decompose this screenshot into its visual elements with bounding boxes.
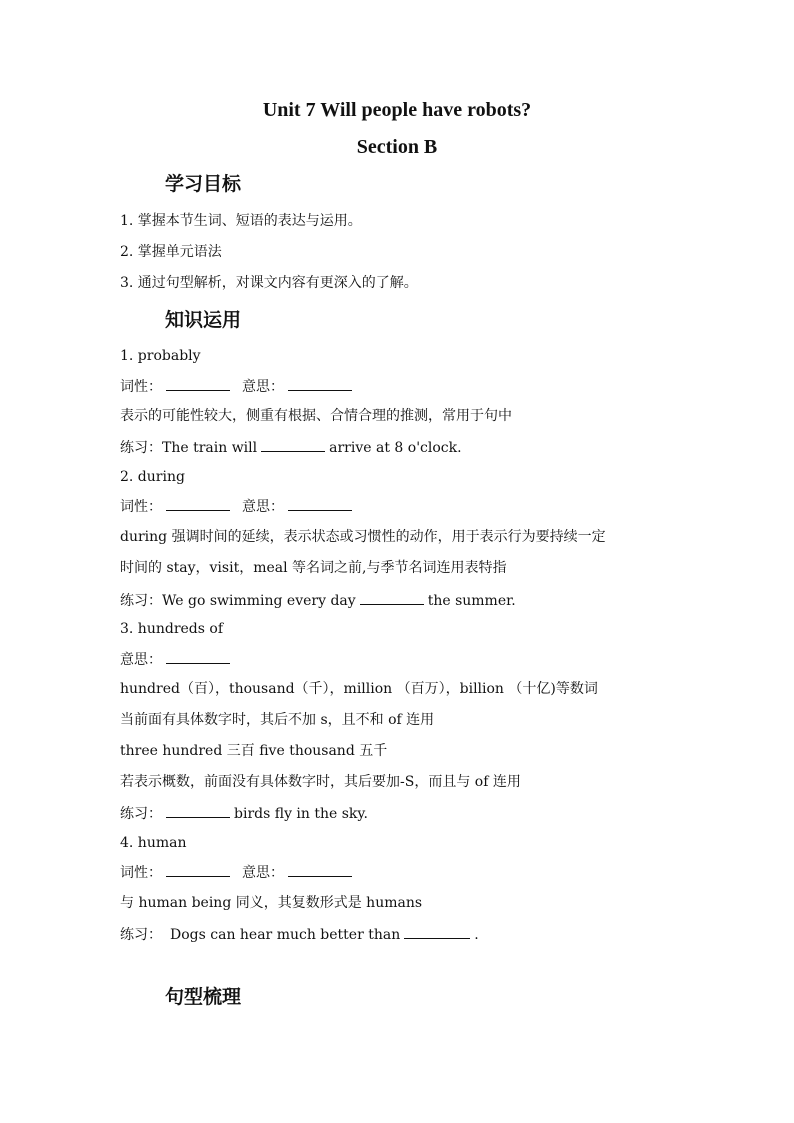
blank-line[interactable] [261,437,325,452]
item-human-practice [120,924,479,945]
practice-text: We go swimming every day [162,593,356,609]
item-human-pos-meaning [120,862,356,883]
practice-text: arrive at 8 o'clock. [329,440,462,456]
item-hundreds-note-3: three hundred 三百 five thousand 五千 [120,743,388,759]
item-during-title: 2. during [120,469,185,485]
item-hundreds-note-4: 若表示概数，前面没有具体数字时，其后要加-S，而且与 of 连用 [120,774,521,790]
item-human-note: 与 human being 同义，其复数形式是 humans [120,895,423,911]
meaning-label: 意思： [120,652,162,668]
meaning-label: 意思： [242,865,284,881]
pos-label: 词性： [120,865,162,881]
item-probably-note: 表示的可能性较大，侧重有根据、合情合理的推测，常用于句中 [120,408,512,424]
item-hundreds-title: 3. hundreds of [120,621,224,637]
practice-label: 练习： [120,440,162,456]
blank-line[interactable] [288,862,352,877]
item-probably-title: 1. probably [120,348,201,364]
item-probably-practice [120,437,462,458]
practice-label: 练习： [120,593,162,609]
item-human-title: 4. human [120,835,187,851]
page-subtitle: Section B [356,136,438,158]
meaning-label: 意思： [242,379,284,395]
heading-knowledge: 知识运用 [165,309,242,331]
heading-sentences: 句型梳理 [165,986,242,1008]
goal-item-2: 2. 掌握单元语法 [120,244,222,260]
blank-line[interactable] [404,924,470,939]
practice-label: 练习： [120,806,162,822]
blank-line[interactable] [288,496,352,511]
page-title: Unit 7 Will people have robots? [262,99,532,121]
blank-line[interactable] [166,376,230,391]
item-during-pos-meaning [120,496,356,517]
practice-label: 练习： [120,927,162,943]
item-during-practice [120,590,516,611]
item-hundreds-note-1: hundred（百），thousand（千），million （百万），billion （十亿)等数词 [120,681,598,697]
practice-text: The train will [162,440,258,456]
practice-text: birds fly in the sky. [234,806,368,822]
practice-text: Dogs can hear much better than [170,927,401,943]
pos-label: 词性： [120,499,162,515]
practice-text: . [474,927,479,943]
item-probably-pos-meaning [120,376,356,397]
item-hundreds-note-2: 当前面有具体数字时，其后不加 s，且不和 of 连用 [120,712,435,728]
goal-item-1: 1. 掌握本节生词、短语的表达与运用。 [120,213,362,229]
item-during-note-1: during 强调时间的延续，表示状态或习惯性的动作，用于表示行为要持续一定 [120,529,606,545]
pos-label: 词性： [120,379,162,395]
blank-line[interactable] [166,496,230,511]
practice-text: the summer. [427,593,516,609]
blank-line[interactable] [166,649,230,664]
blank-line[interactable] [166,803,230,818]
item-during-note-2: 时间的 stay，visit，meal 等名词之前,与季节名词连用表特指 [120,560,507,576]
item-hundreds-meaning [120,649,234,670]
blank-line[interactable] [360,590,424,605]
blank-line[interactable] [166,862,230,877]
goal-item-3: 3. 通过句型解析，对课文内容有更深入的了解。 [120,275,418,291]
item-hundreds-practice [120,803,368,824]
blank-line[interactable] [288,376,352,391]
heading-goals: 学习目标 [165,173,242,195]
meaning-label: 意思： [242,499,284,515]
